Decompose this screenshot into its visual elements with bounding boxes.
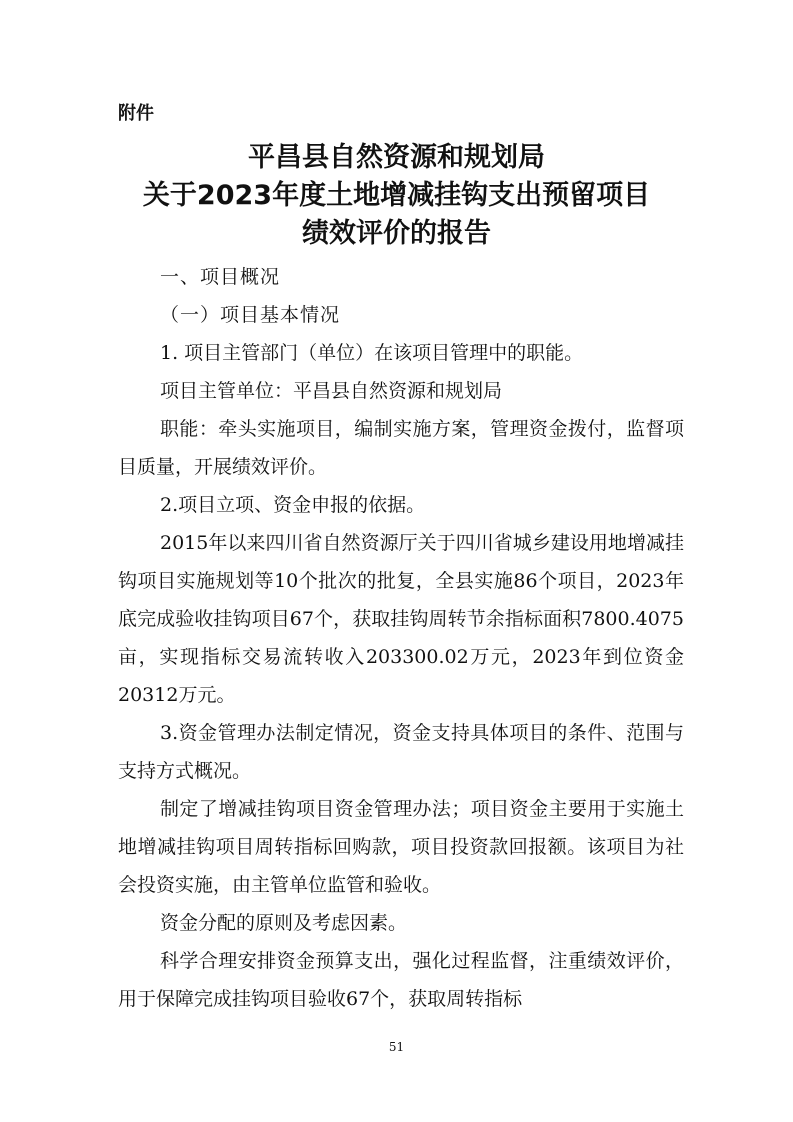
- page-number: 51: [388, 1040, 405, 1054]
- paragraph-item-1-heading: 1. 项目主管部门（单位）在该项目管理中的职能。: [160, 342, 584, 364]
- subsection-heading-basic-info: （一）项目基本情况: [160, 304, 341, 326]
- paragraph-item-2-heading: 2.项目立项、资金申报的依据。: [160, 494, 426, 516]
- paragraph-fund-management: 制定了增减挂钩项目资金管理办法；项目资金主要用于实施土地增减挂钩项目周转指标回购款，项目投资款回报额。该项目为社会投资实施，由主管单位监管和验收。: [118, 798, 684, 896]
- paragraph-item-3-heading: 3.资金管理办法制定情况，资金支持具体项目的条件、范围与支持方式概况。: [118, 722, 684, 782]
- paragraph-allocation-principles: 科学合理安排资金预算支出，强化过程监督，注重绩效评价，用于保障完成挂钩项目验收67个，获取周转指标: [118, 950, 684, 1010]
- title-line-2: 关于2023年度土地增减挂钩支出预留项目: [142, 180, 651, 211]
- paragraph-supervising-unit: 项目主管单位：平昌县自然资源和规划局: [160, 380, 503, 402]
- title-line-3: 绩效评价的报告: [302, 218, 491, 249]
- document-body: [118, 258, 684, 1018]
- paragraph-project-basis: 2015年以来四川省自然资源厅关于四川省城乡建设用地增减挂钩项目实施规划等10个批次的批复，全县实施86个项目，2023年底完成验收挂钩项目67个，获取挂钩周转节余指标面积7800.4075亩，实现指标交易流转收入203300.02万元，2023年到位资金20312万元。: [118, 532, 684, 706]
- attachment-label: 附件: [118, 103, 154, 124]
- paragraph-functions: 职能：牵头实施项目，编制实施方案，管理资金拨付，监督项目质量，开展绩效评价。: [118, 418, 684, 478]
- title-line-1: 平昌县自然资源和规划局: [248, 142, 545, 173]
- paragraph-allocation-principles-heading: 资金分配的原则及考虑因素。: [160, 912, 408, 934]
- section-heading-project-overview: 一、项目概况: [160, 266, 281, 288]
